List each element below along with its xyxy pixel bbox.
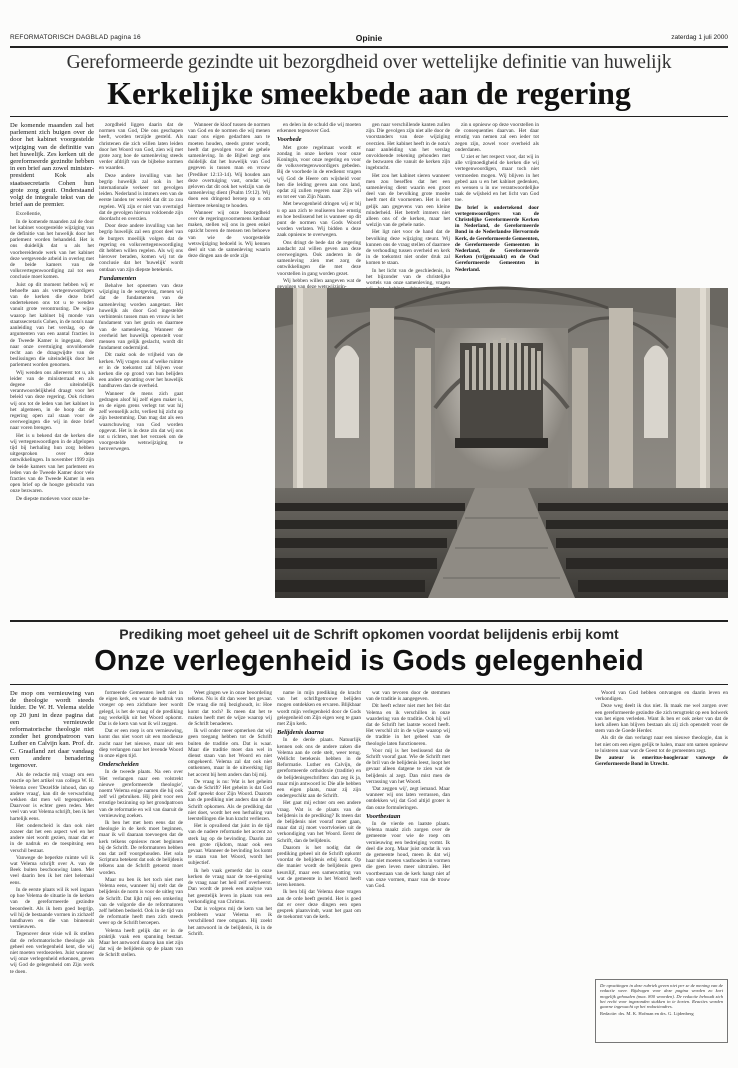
paragraph: name in mijn prediking de kracht van het schriftgetrouwe belijden mogen ontdekken en ervaren. Blijkbaar wordt mijn verlegenheid door de Gods gelegenheid om Zijn eigen weg te gaan met Zijn kerk.	[277, 690, 361, 728]
paragraph: en delen in de schuld die wij moeten erkennen tegenover God.	[277, 122, 361, 135]
page-header	[10, 34, 728, 46]
article1-headline: Kerkelijke smeekbede aan de regering	[107, 75, 631, 111]
paragraph: De diepste motieven voor onze be-	[16, 495, 90, 502]
paragraph: Door deze andere invulling van het begrip huwelijk zal een groot deel van de burgers moeilijk volgen dat de regering en volksvertegenwoordiging dit hebben willen regelen. Als wij ons hierover beraden, komen wij tot de conclusie dat het 'huwelijk' wordt ontdaan van zijn diepste betekenis.	[99, 223, 183, 273]
article1-column-6	[455, 122, 539, 284]
paragraph: Als de redactie mij vraagt om een reactie op het artikel van collega W. H. Velema over 'Dezelfde inhoud, dan op andere vraag', kan dit de verwachting wekken dat men wil tegenspreken. Daarvoor is echter geen reden. Met veel van wat Velema schrijft, ben ik het hartelijk eens.	[10, 772, 94, 822]
subheading-fundamenten: Fundamenten	[99, 274, 137, 282]
paragraph: Weet gingen we in onze beoordeling telkens. Nu is dit dan weer het gevaar. De vraag die mij bezighoudt, is: Hoe komt dat toch? Ik meen dat het te maken heeft met de wijze waarop wij de Schrift benaderen.	[188, 690, 272, 728]
publication-line: REFORMATORISCH DAGBLAD pagina 16	[10, 34, 141, 41]
article1-column-3	[188, 122, 270, 284]
paragraph: In de tweede plaats. Na een over 'Het verlangen naar een volstrekt nieuwe gereformeerde theologie', noemt Velema enige namen die hij ook zelf wil gebruiken. Hij pleit voor een ernstige bezinning op het grondpatroon van de reformatie en wil van daaruit de vernieuwing zoeken.	[99, 769, 183, 819]
article2-intro: De mop om vernieuwing van de theologie wordt steeds luider. De W. H. Velema stelde op 20 juni in deze pagina dat een vernieuwde reformatorische theologie niet zonder het grondpatroon van Luther en Calvijn kan. Prof. dr. C. Graafland zet daar vandaag een andere benadering tegenover.	[10, 690, 94, 770]
paragraph: Dit raakt ook de vrijheid van de kerken. Wij vragen ons af welke ruimte er in de toekomst zal blijven voor kerken die op grond van hun belijden een andere opvatting over het huwelijk handhaven dan de overheid.	[99, 352, 183, 390]
church-interior-photo	[275, 288, 728, 598]
editorial-disclaimer-box	[595, 979, 728, 1043]
paragraph: Wanneer wij onze bezorgdheid over de regeringsvoornemens kenbaar maken, stellen wij ons in geen enkel opzicht boven de mensen ten behoeve van wie de voorgestelde wetswijziging bedoeld is. Wij kennen deel uit van de samenleving waarin deze dingen aan de orde zijn	[188, 209, 270, 260]
paragraph: formeerde Gemeenten leeft niet in de eigen kerk, en waar de nadruk van vroeger op een zichtbare leer wordt gelegd, is het de vraag of de prediking nog werkelijk uit het Woord opkomt. Dat is de kern van wat ik wil zeggen.	[99, 690, 183, 728]
paragraph: Ik ben blij dat Velema deze vragen aan de orde heeft gesteld. Het is goed dat er over deze dingen een open gesprek plaatsvindt, want het gaat om de toekomst van de kerk.	[277, 889, 361, 921]
paragraph: In de vierde en laatste plaats. Velema maakt zich zorgen over de gemeente voor wie de roep om vernieuwing een bedreiging vormt. Ik deel die zorg. Maar juist omdat ik van de gemeente houd, meen ik dat wij haar niet moeten vasthouden in vormen die geen leven meer uitstralen. Het voortbestaan van de kerk hangt niet af van onze vormen, maar van de trouw van God.	[366, 821, 450, 890]
signatories-note: De brief is ondertekend door vertegenwoordigers van de Christelijke Gereformeerde Kerken in Nederland, de Gereformeerde Bond in de Nederlandse Hervormde Kerk, de Gereformeerde Gemeenten, de Gereformeerde Gemeenten in Nederland, de Gereformeerde Kerken (vrijgemaakt) en de Oud Gereformeerde Gemeenten in Nederland.	[455, 204, 539, 273]
article1-column-5	[366, 122, 450, 287]
salutation: Excellentie,	[16, 211, 42, 218]
paragraph: zorgdheid liggen daarin dat de normen van God, Die ons geschapen heeft, worden terzijde gesteld. Als christenen die zich willen laten leiden door het Woord van God, zien wij met grote zorg hoe de samenleving steeds verder afdrijft van de bijbelse normen en waarden.	[99, 122, 183, 172]
paragraph: Dat is volgens mij de kern van het probleem waar Velema en ik verschillend mee omgaan. Hij zoekt het antwoord in de belijdenis, ik in de Schrift.	[188, 905, 272, 937]
subheading-voorbede: Voorbede	[277, 136, 302, 144]
paragraph: Voor mij is het beslissend dat de Schrift vooraf gaat. Wie de Schrift met de bril van de belijdenis leest, loopt het gevaar alleen datgene te zien wat de belijdenis al zegt. Dan mist men de verrassing van het Woord.	[366, 747, 450, 785]
paragraph: Met grote regelmaat wordt er zondag in onze kerken voor onze Koningin, voor onze regering en voor de volksvertegenwoordigers gebeden. Bij de voorbede in de eredienst vragen wij God de Heere om wijsheid voor hen die leiding geven aan ons land, opdat zij zullen regeren naar Zijn wil en tot eer van Zijn Naam.	[277, 144, 361, 201]
paragraph: In het licht van de geschiedenis, in het bijzonder van de christelijke wortels van onze samenleving, vragen	[366, 267, 450, 287]
paragraph: In de derde plaats. Natuurlijk kennen ook ons de andere zaken die Velema aan de orde stelt, weer terug. Wellicht betekenis hebben in de Reformatie. Luther en Calvijn, de gereformeerde orthodoxie (traditie) en de belijdenisgeschriften: dan zeg ik ja, maar mijn antwoord is: Die alle hebben een eigen plaats, maar zij zijn ondergeschikt aan de Schrift.	[277, 737, 361, 800]
paragraph: Woord van God hebben ontvangen en daarin leven en verkondigen.	[595, 690, 728, 703]
paragraph: zin u opnieuw op deze voorstellen in de consequenties daarvan. Het daar ernstig van nemen zal een ieder tot zegen zijn, zowel voor overheid als onderdanen.	[455, 122, 539, 153]
paragraph: Ik wil onder meer opmerken dat wij geen toegang hebben tot de Schrift buiten de traditie om. Dat is waar. Maar die traditie moet dan wel in dienst staan van het Woord en niet omgekeerd. Velema zal dat ook niet ontkennen, maar in de uitwerking ligt het accent bij hem anders dan bij mij.	[188, 728, 272, 778]
subheading-onderscheiden: Onderscheiden	[99, 761, 139, 769]
article1-column-2	[99, 122, 183, 586]
paragraph: Ons dringt de bede dat de regering aandacht zal willen geven aan deze overwegingen. Ook anderen in de samenleving zien met zorg de ontwikkelingen die met deze voorstellen in gang worden gezet.	[277, 239, 361, 277]
header-rule	[10, 46, 728, 48]
paragraph: Deze andere invulling van het begrip huwelijk zal ook in het internationale verkeer tot gevolgen leiden. Nederland is immers een van de eerste landen ter wereld dat dit zo zou regelen. Wij zijn er niet van overtuigd dat de gevolgen hiervan voldoende zijn doordacht en overzien.	[99, 172, 183, 223]
article2-column-3	[188, 690, 272, 1052]
paragraph: Daarom is het nodig dat de prediking geheel uit de Schrift opkomt voordat de belijdenis erbij komt. Op die manier wordt de belijdenis geen keurslijf, maar een samenvatting van wat de gemeente in het Woord heeft leren kennen.	[277, 844, 361, 889]
paragraph: Wij wenden ons allereerst tot u, als leider van de ministerraad en als degene die uiteindelijk verantwoordelijkheid draagt voor het beleid van deze regering. Ook richten wij ons tot de leden van het kabinet in het algemeen, in de hoop dat de regering open zal staan voor de overwegingen die wij in deze brief naar voren brengen.	[10, 369, 94, 432]
article2-rule	[10, 684, 728, 685]
article1-column-1	[10, 122, 94, 586]
article2-column-4	[277, 690, 361, 1052]
article1-intro: De komende maanden zal het parlement zich buigen over de door het kabinet voorgestelde wijziging van de definitie van het huwelijk. Zes kerken uit de gereformeerde gezindte hebben in een brief aan zowel minister-president Kok als staatssecretaris Cohen hun grote zorg geuit. Onderstaand volgt de integrale tekst van de brief aan de premier.	[10, 122, 94, 209]
article1-kicker: Gereformeerde gezindte uit bezorgdheid over wettelijke definitie van huwelijk	[66, 52, 672, 73]
paragraph: gen naar verschillende kanten zullen zijn. Die gevolgen zijn niet alle door de voorstanders van deze wijziging overzien. Het kabinet heeft in de nota's naar aanleiding van het verslag onvoldoende rekening gehouden met de bezwaren die vanuit de kerken zijn ingebracht.	[366, 122, 450, 172]
paragraph: Met bewogenheid dringen wij er bij u op aan zich te realiseren hoe ernstig en hoe beslissend het is wanneer op dit punt de normen van Gods Woord worden verlaten. Wij bidden u deze zaak opnieuw te overwegen.	[277, 201, 361, 239]
article1-column-4	[277, 122, 361, 284]
article2-headline: Onze verlegenheid is Gods gelegenheid	[94, 645, 644, 677]
author-note: De auteur is emeritus-hoogleraar vanwege de Gereformeerde Bond in Utrecht.	[595, 755, 728, 768]
date-line: zaterdag 1 juli 2000	[671, 34, 728, 41]
paragraph: Het is opvallend dat juist in de tijd van de nadere reformatie het accent zo sterk lag op de bevinding. Daarin zat een grote rijkdom, maar ook een gevaar. Wanneer de bevinding los komt te staan van het Woord, wordt het subjectief.	[188, 823, 272, 867]
article2-top-rule	[10, 620, 728, 622]
paragraph: Velema heeft gelijk dat er in de praktijk vaak een spanning bestaat. Maar het antwoord daarop kan niet zijn dat wij de belijdenis op de plaats van de Schrift stellen.	[99, 927, 183, 959]
article2-column-1	[10, 690, 94, 1052]
article2-column-6	[595, 690, 728, 972]
paragraph: 'Dat zeggen wij', zegt iemand. Maar wanneer wij ons laten verrassen, dan ontdekken wij dat God altijd groter is dan onze formuleringen.	[366, 786, 450, 811]
article2-kicker: Prediking moet geheel uit de Schrift opkomen voordat belijdenis erbij komt	[119, 626, 619, 642]
paragraph: Dat er een roep is om vernieuwing, komt dus niet voort uit een modieuze zucht naar het nieuwe, maar uit een diep verlangen naar het levende Woord in onze eigen tijd.	[99, 728, 183, 760]
subheading-voortbestaan: Voortbestaan	[366, 812, 401, 820]
article2-column-5	[366, 690, 450, 1052]
editorial-signature: Redactie: drs. M. K. Hofman en drs. G. Lijdenberg	[600, 1011, 694, 1017]
paragraph: In de eerste plaats wil ik wel ingaan op hoe Velema de situatie in de kerken van de gereformeerde gezindte beoordeelt. Als ik hem goed begrijp, wil hij de bestaande vormen in zichzelf handhaven en die van binnenuit vernieuwen.	[10, 886, 94, 931]
article1-rule	[10, 116, 728, 117]
paragraph: Wanneer de mens zich gaat gedragen alsof hij zelf eigen maker is, en de eigen grens verlegt tot wat hij zelf wenselijk acht, verliest hij zicht op zijn bestemming. Dan mag dat als een waarschuwing van God worden opgevat. Het is in deze zin dat wij ons tot u richten, met het verzoek om de voorgestelde wetswijziging te heroverwegen.	[99, 390, 183, 453]
paragraph: Het ligt niet voor de hand dat de bevolking deze wijziging steunt. Wij kunnen ons de vraag stellen of daarmee de verhouding tussen overheid en kerk in de toekomst niet onder druk zal komen te staan.	[366, 229, 450, 267]
paragraph: Het zou het kabinet sieren wanneer men zou beseffen dat het een samenleving dient waarin een groot deel van de bevolking grote moeite heeft met dit voornemen. Het is niet gelijk aan gegevens van een kleine minderheid. Het betreft immers niet alleen ons of de kerken, maar het welzijn van de gehele natie.	[366, 172, 450, 229]
paragraph: wat van tevoren door de stemmen van de traditie is aangegeven.	[366, 690, 450, 703]
paragraph: Het onderscheid is dan ook niet zozeer dat het een aspect wel en het andere niet wordt gezien, maar dat er in de nadruk en de toespitsing een verschil bestaat.	[10, 822, 94, 854]
article2-column-2	[99, 690, 183, 1052]
paragraph: De vraag is nu: Wat is het geheim van de Schrift? Het geheim is dat God Zelf spreekt door Zijn Woord. Daarom kan de prediking niet anders dan uit de Schrift opkomen. Als de prediking dat niet doet, wordt het een herhaling van leerstellingen die hun kracht verliezen.	[188, 778, 272, 823]
subheading-belijdenis-daarna: Belijdenis daarna	[277, 729, 324, 737]
paragraph: In de komende maanden zal de door het kabinet voorgestelde wijziging van de definitie van het huwelijk door het parlement worden behandeld. Het is ons duidelijk dat u als het voorbereidende werk van het kabinet deze wetgevende arbeid in overleg met de beide kamers van de volksvertegenwoordiging zal tot een conclusie moet komen.	[10, 218, 94, 281]
paragraph: Het gaat mij echter om een andere vraag. Wat is de plaats van de belijdenis in de prediking? Ik meen dat de belijdenis niet vooraf moet gaan, maar dat zij moet voortvloeien uit de verkondiging van het Woord. Eerst de Schrift, dan de belijdenis.	[277, 800, 361, 844]
paragraph: Als dit de dan verlangt naar een nieuwe theologie, dan is het niet om een eigen gelijk te halen, maar om samen opnieuw te luisteren naar wat de Geest tot de gemeenten zegt.	[595, 735, 728, 754]
paragraph: Het is u bekend dat de kerken die wij vertegenwoordigen in de afgelopen tijd bij herhaling hun zorg hebben uitgesproken over deze ontwikkelingen. In november 1999 zijn de beide kamers van het parlement en leden van de Tweede Kamer door vele fracties van de Tweede Kamer in een open brief op de hoogte gebracht van onze bezwaren.	[10, 432, 94, 495]
paragraph: Maar nu ben ik het toch niet met Velema eens, wanneer hij stelt dat de belijdenis de norm is voor de uitleg van de Schrift. Dat lijkt mij een omkering van de volgorde die de reformatoren zelf hebben bedoeld. Ook in de tijd van de reformatie heeft men zich steeds weer op de Schrift beroepen.	[99, 876, 183, 927]
paragraph: Wij hebben willen aangeven wat de	[283, 277, 361, 284]
paragraph: Deze weg deelt ik dus niet. Ik maak me wel zorgen over een gereformeerde gezindte die zich terugtrekt op een bolwerk van het eigen verleden. Want ik ben er ook zeker van dat de kerk alleen kan blijven bestaan als zij zich openstelt voor de stem van de Goede Herder.	[595, 703, 728, 735]
paragraph: Behalve het opnemen van deze wijziging in de wetgeving, menen wij dat de fundamenten van de samenleving worden aangetast. Het huwelijk als door God ingestelde verbintenis tussen man en vrouw is het fundament van het gezin en daarmee van de samenleving. Wanneer de overheid het huwelijk openstelt voor mensen van gelijk geslacht, wordt dit fundament ondermijnd.	[99, 283, 183, 352]
paragraph: Ik ben het met hem eens dat de theologie in de kerk moet beginnen, maar ik wil daaraan toevoegen dat de kerk telkens opnieuw moet beginnen bij de Schrift. De reformatoren hebben ons dat zelf voorgehouden. Het sola Scriptura betekent dat ook de belijdenis telkens aan de Schrift getoetst moet worden.	[99, 820, 183, 876]
disclaimer-text: De opvattingen in deze rubriek geven niet per se de mening van de redactie weer. Bijdragen voor deze pagina worden zo kort mogelijk gehouden (max. 800 woorden). De redactie behoudt zich het recht voor ingezonden stukken in te korten. Reacties worden gaarne ingewacht op het redactieadres.	[600, 983, 723, 1010]
paragraph: U ziet er het respect voor, dat wij in alle vrijmoedigheid de kerken die wij vertegenwoordigen, maar toch niet vermoeden mogen. Wij blijven in het gebed aan u en het kabinet gedenken, en wensen u in uw verantwoordelijke taak de wijsheid en het licht van God toe.	[455, 154, 539, 204]
paragraph: Tegenover deze visie wil ik stellen dat de reformatorische theologie als geheel een verlegenheid kent, die wij niet moeten verdoezelen. Juist wanneer wij onze verlegenheid erkennen, geven wij God de gelegenheid om Zijn werk te doen.	[10, 931, 94, 975]
paragraph: Juist op dit moment hebben wij er behoefte aan als vertegenwoordigers van de kerken die deze brief ondertekenen ons tot u te wenden vanuit grote verontrusting. De wijze waarop het kabinet bij monde van staatssecretaris Cohen, in de nota's naar aanleiding van het verslag, op de argumenten van een aantal fracties in de Tweede Kamer is ingegaan, doet naar onze overtuiging onvoldoende recht aan de draagwijdte van de beslissingen die uiteindelijk door het parlement worden genomen.	[10, 281, 94, 369]
paragraph: Ik heb vaak gemerkt dat in onze kerken de vraag naar de toe-eigening de vraag naar het heil zelf overheerst. Dan wordt de preek een analyse van het geestelijk leven in plaats van een verkondiging van Christus.	[188, 867, 272, 905]
paragraph: Wanneer de kloof tussen de normen van God en de normen die wij menen naar ons eigen gedachten aan te moeten houden, steeds groter wordt, heeft dat gevolgen voor de gehele samenleving. In de Bijbel zegt ons duidelijk dat het huwelijk van God gegeven is tussen man en vrouw (Prediker 12:13-14). Wij houden aan deze overtuiging vast, omdat wij geloven dat dit ook het welzijn van de samenleving dient (Psalm 19:12). Wij doen een dringend beroep op u om hiermee rekening te houden.	[188, 122, 270, 209]
paragraph: Vanwege de beperkte ruimte wil ik wat Velema schrijft over A. van de Beek buiten beschouwing laten. Met veel daarin ben ik het niet helemaal eens.	[10, 854, 94, 886]
paragraph: Dit heeft echter niet met het feit dat Velema en ik verschillen in onze waardering van de traditie. Ook hij wil dat de Schrift het laatste woord heeft. Het verschil zit in de wijze waarop wij de traditie in het geheel van de theologie laten functioneren.	[366, 703, 450, 747]
section-label: Opinie	[355, 33, 383, 43]
